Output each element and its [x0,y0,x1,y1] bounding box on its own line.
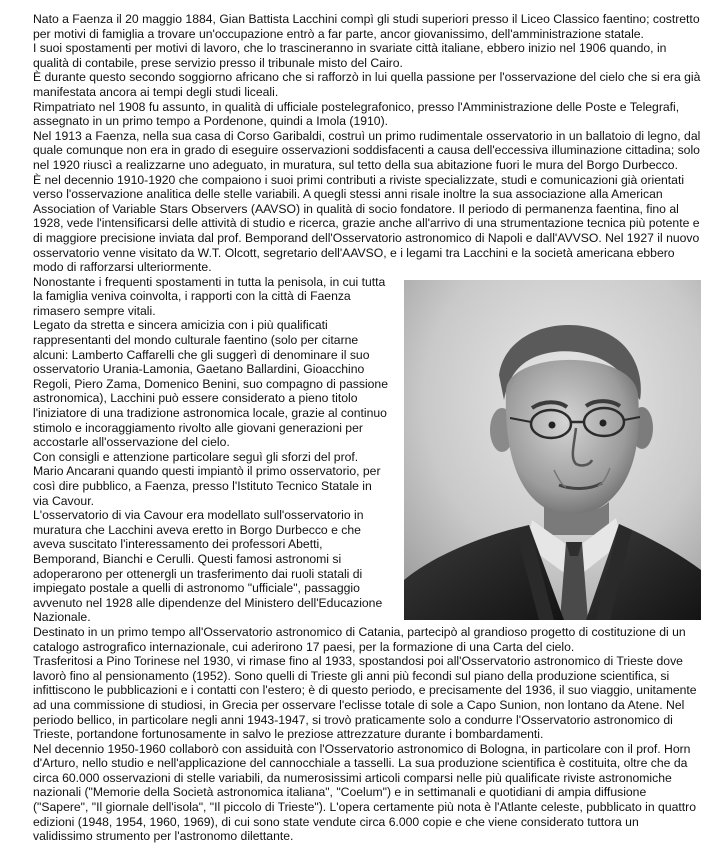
paragraph-catania: Destinato in un primo tempo all'Osservatorio astronomico di Catania, partecipò al grandioso progetto di costituzione di un catalogo astrografico internazionale, cui aderirono 17 paesi, per la formazione di una Carta del cielo. [33,624,686,654]
paragraph-friendships: Legato da stretta e sincera amicizia con i più qualificati rappresentanti del mondo culturale faentino (solo per citarne alcuni: Lamberto Caffarelli che gli suggerì di denominare il suo osservatorio Urania-Lamonia, Gaetano Ballardini, Gioacchino Regoli, Piero Zama, Domenico Benini, suo compagno di passione astronomica), Lacchini può essere considerato a pieno titolo l'iniziatore di una tradizione astronomica locale, grazie al continuo stimolo e incoraggiamento rivolto alle giovani generazioni per accostarle all'osservazione del cielo. [33,318,388,450]
paragraph-via-cavour: L'osservatorio di via Cavour era modellato sull'osservatorio in muratura che Lacchini aveva eretto in Borgo Durbecco e che aveva suscitato l'interessamento dei professori Abetti, Bemporand, Bianchi e Cerulli. Questi famosi astronomi si adoperarono per ottenergli un trasferimento dai ruoli statali di impiegato postale a quelli di astronomo "ufficiale", passaggio avvenuto nel 1928 alle dipendenze del Ministero dell'Educazione Nazionale. [33,508,383,625]
biography-document [33,12,701,844]
paragraph-return: Rimpatriato nel 1908 fu assunto, in qualità di ufficiale postelegrafonico, presso l'Amministrazione delle Poste e Telegrafi, assegnato in un primo tempo a Pordenone, quindi a Imola (1910). [33,99,680,129]
paragraph-passion: È durante questo secondo soggiorno africano che si rafforzò in lui quella passione per l'osservazione del cielo che si era già manifestata ancora ai tempi degli studi liceali. [33,70,701,99]
portrait-photo-graphic [404,280,701,620]
paragraph-faenza-ties: Nonostante i frequenti spostamenti in tutta la penisola, in cui tutta la famiglia veniva coinvolta, i rapporti con la città di Faenza rimasero sempre vitali. [33,274,386,318]
paragraph-first-observatory: Nel 1913 a Faenza, nella sua casa di Corso Garibaldi, costruì un primo rudimentale osservatorio in un ballatoio di legno, dal quale comunque non era in grado di eseguire osservazioni soddisfacenti a causa dell'eccessiva illuminazione cittadina; solo nel 1920 riuscì a realizzarne uno adeguato, in muratura, sul tetto della sua abitazione fuori le mura del Borgo Durbecco. [33,128,701,172]
paragraph-ancarani: Con consigli e attenzione particolare seguì gli sforzi del prof. Mario Ancarani quando questi impiantò il primo osservatorio, per così dire pubblico, a Faenza, presso l'Istituto Tecnico Statale in via Cavour. [33,449,381,508]
paragraph-birth: Nato a Faenza il 20 maggio 1884, Gian Battista Lacchini compì gli studi superiori presso il Liceo Classico faentino; costretto per motivi di famiglia a trovare un'occupazione entrò a far parte, ancor giovanissimo, dell'amministrazione statale. [33,12,700,41]
paragraph-travels: I suoi spostamenti per motivi di lavoro, che lo trascineranno in svariate città italiane, ebbero inizio nel 1906 quando, in qualità di contabile, prese servizio presso il tribunale misto del Cairo. [33,41,667,70]
paragraph-decade-1910: È nel decennio 1910-1920 che compaiono i suoi primi contributi a riviste specializzate, studi e comunicazioni già orientati verso l'osservazione analitica delle stelle variabili. A quegli stessi anni risale inoltre la sua associazione alla American Association of Variable Stars Observers (AAVSO) in qualità di socio fondatore. Il periodo di permanenza faentina, fino al 1928, vede l'intensificarsi delle attività di studio e ricerca, grazie anche all'arrivo di una strumentazione tecnica più potente e di maggiore precisione inviata dal prof. Bemporand dell'Osservatorio astronomico di Napoli e dall'AVVSO. Nel 1927 il nuovo osservatorio venne visitato da W.T. Olcott, segretario dell'AAVSO, e i legami tra Lacchini e la società americana ebbero modo di rafforzarsi ulteriormente. [33,172,700,275]
portrait-photo [404,280,701,620]
paragraph-bologna: Nel decennio 1950-1960 collaborò con assiduità con l'Osservatorio astronomico di Bologna, in particolare con il prof. Horn d'Arturo, nello studio e nell'applicazione del cannocchiale a tasselli. La sua produzione scientifica è costituita, oltre che da circa 60.000 osservazioni di stelle variabili, da numerosissimi articoli comparsi nelle più qualificate riviste astronomiche nazionali ("Memorie della Società astronomica italiana", "Coelum") e in settimanali e quotidiani di ampia diffusione ("Sapere", "Il giornale dell'isola", "Il piccolo di Trieste"). L'opera certamente più nota è l'Atlante celeste, pubblicato in quattro edizioni (1948, 1954, 1960, 1969), di cui sono state vendute circa 6.000 copie e che viene considerato tuttora un validissimo strumento per l'astronomo dilettante. [33,741,696,844]
paragraph-trieste: Trasferitosi a Pino Torinese nel 1930, vi rimase fino al 1933, spostandosi poi all'Osservatorio astronomico di Trieste dove lavorò fino al pensionamento (1952). Sono quelli di Trieste gli anni più fecondi sul piano della produzione scientifica, si infittiscono le pubblicazioni e i contatti con l'estero; è di questo periodo, e precisamente del 1936, il suo viaggio, unitamente ad una commissione di studiosi, in Grecia per osservare l'eclisse totale di sole a Capo Sunion, non lontano da Atene. Nel periodo bellico, in particolare negli anni 1943-1947, si trovò praticamente solo a condurre l'Osservatorio astronomico di Trieste, portandone fortunosamente in salvo le preziose attrezzature durante i bombardamenti. [33,654,697,742]
